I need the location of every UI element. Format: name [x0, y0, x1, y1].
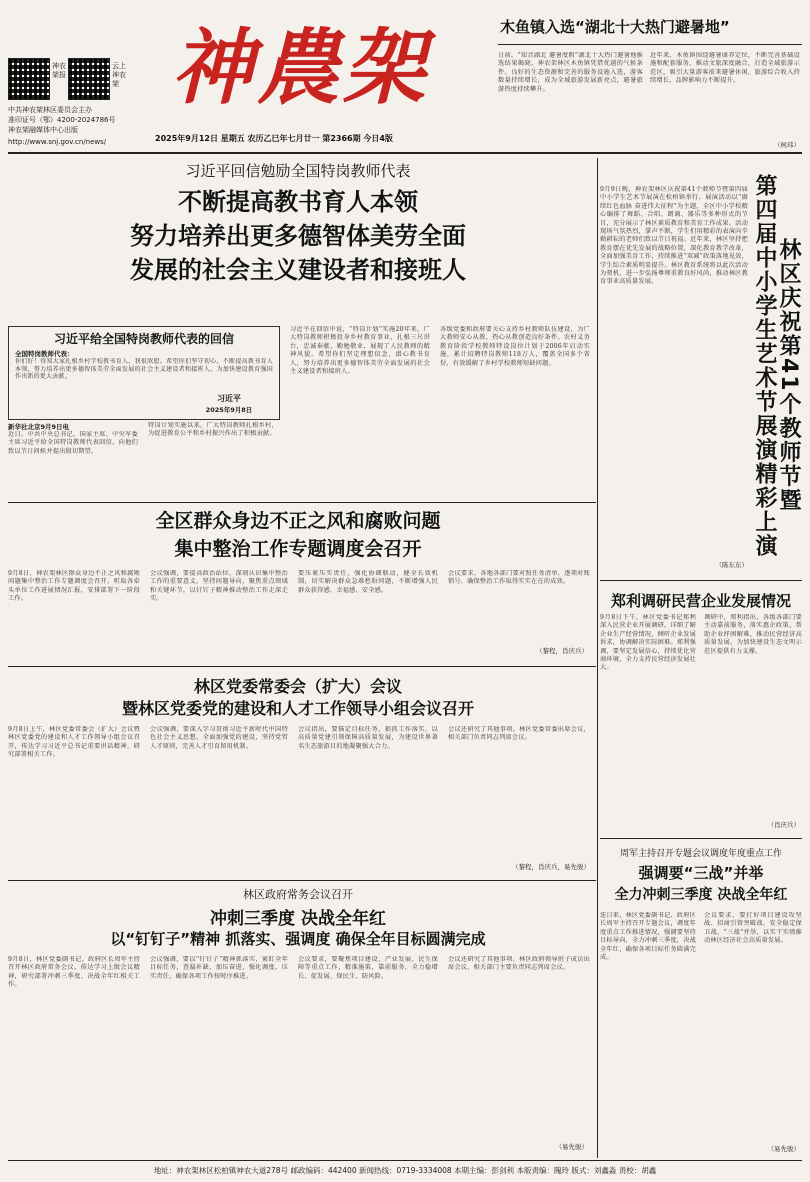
masthead — [0, 0, 810, 150]
letter-title: 习近平给全国特岗教师代表的回信 — [53, 332, 234, 346]
footer-rule — [8, 1160, 802, 1161]
right-feature-credit: （陈东东） — [715, 561, 748, 569]
teaser-body-right: 近年来，木鱼镇围绕避暑康养定位，不断完善基础设施和配套服务，推动文旅深度融合，打造全域旅游示范区，吸引大量游客前来避暑休闲，旅游综合收入持续增长，品牌影响力不断提升。 — [650, 52, 800, 85]
right-feature-title-2: 林区庆祝第41个教师节暨 — [776, 238, 801, 513]
teaser-body-left: 日前，“知音湖北 避暑度假”湖北十大热门避暑地推选结果揭晓，神农架林区木鱼镇凭借优越的气候条件、良好的生态资源和完善的服务设施入选，游客数量持续增长，成为全域旅游发展新亮点，避暑旅游热度持续攀升。 — [498, 52, 643, 93]
story5-credit: （易先骏） — [767, 1145, 800, 1153]
story4-col3: 会议指出，要锚定目标任务，狠抓工作落实，以高质量党建引领保障高质量发展，为建设世界著名生态旅游目的地凝聚强大合力。 — [298, 726, 438, 750]
story-government-meeting — [8, 880, 596, 1158]
lead-story — [8, 158, 596, 538]
story-key-work — [600, 838, 802, 1158]
story6-credit: （易先骏） — [555, 1143, 588, 1151]
story4-headline-1: 林区党委常委会（扩大）会议 — [193, 677, 402, 696]
lead-body-col1: 近日，中共中央总书记、国家主席、中央军委主席习近平给全国特岗教师代表回信，向他们致以节日问候并提出殷切期望。 — [8, 431, 138, 455]
lead-headline-1: 不断提高教书育人本领 — [178, 188, 418, 216]
story4-top-rule — [8, 666, 596, 667]
story3-col2: 调研中，郑利指出，各级各部门要主动靠前服务，落实惠企政策，帮助企业纾困解难，推动民营经济高质量发展，为加快建设生态文明示范区提供有力支撑。 — [704, 614, 802, 655]
story5-headline-1: 强调要“三战”并举 — [638, 864, 764, 882]
letter-sign: 习近平 — [217, 394, 241, 403]
masthead-title: 神農架 — [171, 20, 429, 116]
story2-col2: 会议强调，要提高政治站位，深刻认识集中整治工作的重要意义，坚持问题导向，聚焦重点领域和关键环节，以钉钉子精神推动整治工作走深走实。 — [150, 570, 288, 603]
footer-info: 地址：神农架林区松柏镇神农大道278号 邮政编码：442400 新闻热线：0719-3334008 本期主编：彭剑利 本版责编：隗玲 版式：刘鑫淼 责校：胡鑫 — [153, 1166, 657, 1175]
lead-body-col2: 特岗计划实施以来，广大特岗教师扎根乡村，为促进教育公平和乡村振兴作出了积极贡献。 — [148, 422, 278, 438]
story6-col3: 会议要求，要聚焦项目建设、产业发展、民生保障等重点工作，精准施策、靠前服务，全力稳增长、促发展、保民生、防风险。 — [298, 956, 438, 980]
story2-col1: 9月8日，神农架林区群众身边不正之风和腐败问题集中整治工作专题调度会召开，听取各牵头单位工作进展情况汇报，安排部署下一阶段工作。 — [8, 570, 140, 603]
story2-col4: 会议要求，各地各部门要对照任务清单，逐项对账销号，确保整治工作取得实实在在的成效。 — [448, 570, 590, 586]
column-divider — [597, 158, 598, 1158]
story-rectification — [8, 506, 596, 658]
story5-col2: 会议要求，要打好项目建设攻坚战、招商引资突破战、安全稳定保卫战，“三战”并举，以实干实绩推动林区经济社会高质量发展。 — [704, 912, 802, 945]
letter-date: 2025年9月8日 — [205, 406, 253, 414]
qr1-caption: 神农架报 — [52, 62, 66, 79]
story5-col1: 连日来，林区党委副书记、政府区长周军主持召开专题会议，调度年度重点工作推进情况，强调要坚持目标导向，全力冲刺三季度，决战全年红，确保各项目标任务圆满完成。 — [600, 912, 696, 962]
qr-code-2 — [68, 58, 110, 100]
right-feature-body: 9月9日晚，神农架林区庆祝第41个教师节暨第四届中小学生艺术节展演在松柏镇举行。展演活动以“赓续红色血脉 奋进伟大征程”为主题，全区中小学校精心编排了舞蹈、合唱、朗诵、器乐等多种形式的节目，充分展示了林区素质教育和美育工作成果。活动现场气氛热烈，掌声不断，学生们用精彩的表演向辛勤耕耘的老师们致以节日祝福。近年来，林区坚持把教育摆在优先发展的战略位置，深化教育教学改革，全面加强美育工作，持续推进“双减”政策落地见效，学生综合素质明显提升。林区教育系统将以此次活动为契机，进一步弘扬尊师重教良好风尚，推动林区教育事业高质量发展。 — [600, 186, 748, 286]
story-private-enterprise — [600, 580, 802, 830]
letter-body: 你们好！得知大家扎根乡村学校教书育人，我很欣慰。希望你们坚守初心，不断提高教书育人本领，努力培养出更多德智体美劳全面发展的社会主义建设者和接班人，为加快建设教育强国作出新的更大贡献。 — [15, 358, 273, 381]
story4-col1: 9月8日上午，林区党委常委会（扩大）会议暨林区党委党的建设和人才工作领导小组会议召开，传达学习习近平总书记重要讲话精神，研究部署相关工作。 — [8, 726, 140, 759]
story5-top-rule — [600, 838, 802, 839]
dateline: 2025年9月12日 星期五 农历乙巳年七月廿一 第2366期 今日4版 — [155, 134, 393, 143]
story-standing-committee — [8, 666, 596, 874]
teaser-headline: 木鱼镇入选“湖北十大热门避暑地” — [500, 18, 730, 36]
story3-headline: 郑利调研民营企业发展情况 — [610, 592, 791, 610]
publisher: 中共神农架林区委员会主办 — [8, 106, 92, 114]
story4-col4: 会议还研究了其他事项。林区党委常委出席会议，相关部门负责同志列席会议。 — [448, 726, 590, 742]
story6-top-rule — [8, 880, 596, 881]
letter-salute: 全国特岗教师代表： — [15, 350, 74, 358]
story5-kicker: 周军主持召开专题会议调度年度重点工作 — [619, 849, 782, 859]
qr-code-1 — [8, 58, 50, 100]
teaser-rule — [498, 44, 802, 45]
story3-credit: （肖庆兵） — [767, 821, 800, 829]
lead-headline-3: 发展的社会主义建设者和接班人 — [130, 256, 466, 284]
story5-headline-2: 全力冲刺三季度 决战全年红 — [614, 887, 788, 903]
story6-kicker: 林区政府常务会议召开 — [243, 888, 353, 901]
right-feature — [600, 158, 802, 572]
story4-credit: （黎程，肖庆兵，易先骏） — [512, 863, 590, 871]
story2-headline-1: 全区群众身边不正之风和腐败问题 — [155, 510, 441, 532]
story6-col1: 9月8日，林区党委副书记、政府区长周军主持召开林区政府常务会议，传达学习上级会议精神，研究部署冲刺三季度、决战全年红相关工作。 — [8, 956, 140, 989]
qr2-caption: 云上神农架 — [112, 62, 126, 88]
story2-headline-2: 集中整治工作专题调度会召开 — [174, 538, 422, 560]
organization: 神农架融媒体中心出版 — [8, 126, 78, 134]
lead-kicker: 习近平回信勉励全国特岗教师代表 — [185, 162, 411, 180]
story3-col1: 9月8日下午，林区党委书记郑利深入民营企业开展调研，详细了解企业生产经营情况，倾听企业发展诉求，协调解决实际困难。郑利强调，要坚定发展信心，持续优化营商环境，全力支持民营经济发展壮大。 — [600, 614, 696, 672]
story4-headline-2: 暨林区党委党的建设和人才工作领导小组会议召开 — [121, 699, 474, 718]
story4-col2: 会议强调，要深入学习贯彻习近平新时代中国特色社会主义思想，全面加强党的建设，坚持党管人才原则，完善人才引育留用机制。 — [150, 726, 288, 750]
story6-headline-2: 以“钉钉子”精神 抓落实、强调度 确保全年目标圆满完成 — [110, 930, 486, 948]
website-url[interactable]: http://www.snj.gov.cn/news/ — [8, 138, 107, 146]
story6-col4: 会议还研究了其他事项。林区政府领导班子成员出席会议，相关部门主要负责同志列席会议。 — [448, 956, 590, 972]
story3-top-rule — [600, 580, 802, 581]
lead-headline-2: 努力培养出更多德智体美劳全面 — [130, 222, 466, 250]
letter-box — [8, 326, 280, 420]
registration-number: 准印证号（鄂）4200-2024786号 — [8, 116, 116, 124]
story2-credit: （黎程，肖庆兵） — [536, 647, 588, 655]
right-feature-title-1: 第四届中小学生艺术节展演精彩上演 — [752, 174, 777, 558]
lead-body-col4: 各级党委和政府要关心支持乡村教师队伍建设，为广大教师安心从教、热心从教创造良好条件。农村义务教育阶段学校教师特设岗位计划于2006年启动实施，累计招聘特岗教师118万人，覆盖全国多个省份，有效缓解了乡村学校教师短缺问题。 — [440, 326, 590, 367]
teaser-credit: （柯玮） — [774, 141, 800, 149]
lead-body-col3: 习近平在回信中说，“特岗计划”实施20年来，广大特岗教师积极投身乡村教育事业，扎根三尺讲台，忠诚奉献、勤勉敬业，展现了人民教师的精神风貌。希望你们坚定理想信念，潜心教书育人，努力培养出更多德智体美劳全面发展的社会主义建设者和接班人。 — [290, 326, 430, 376]
lead-bottom-rule — [8, 502, 596, 503]
masthead-bottom-rule — [8, 152, 802, 154]
story2-col3: 要压紧压实责任，强化协调联动，健全长效机制，切实解决群众急难愁盼问题，不断增强人民群众获得感、幸福感、安全感。 — [298, 570, 438, 594]
story6-headline-1: 冲刺三季度 决战全年红 — [210, 909, 386, 929]
lead-dateline: 新华社北京9月9日电 — [8, 423, 70, 431]
story6-col2: 会议强调，要以“钉钉子”精神抓落实，紧盯全年目标任务，查漏补缺、加压奋进，强化调度、压实责任，确保各项工作按时序推进。 — [150, 956, 288, 980]
